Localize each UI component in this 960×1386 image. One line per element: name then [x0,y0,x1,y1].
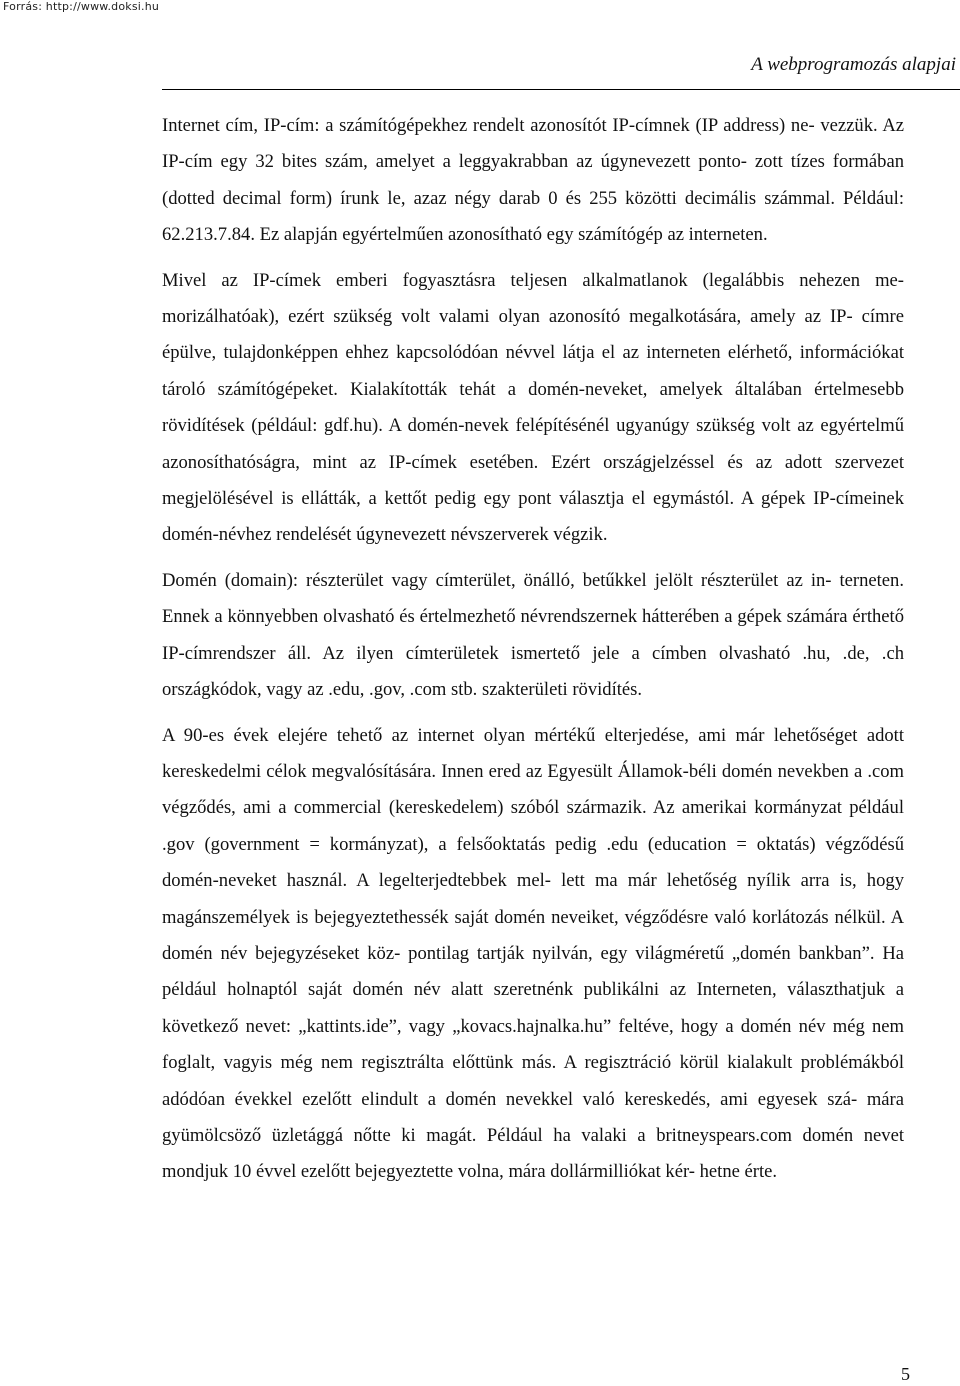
page-body [162,108,904,1200]
paragraph-domain-names: Mivel az IP-címek emberi fogyasztásra teljesen alkalmatlanok (legalábbis nehezen me- morizálhatóak), ezért szükség volt valami olyan azonosító megalkotására, amely az IP- címre épülve, tulajdonképpen ehhez kapcsolódóan névvel látja el az interneten elérhető, információkat tároló számítógépeket. Kialakították tehát a domén-neveket, amelyek általában értelmesebb rövidítések (például: gdf.hu). A domén-nevek felépítésénél ugyanúgy szükség volt az egyértelmű azonosíthatóságra, mint az IP-címek esetében. Ezért országjelzéssel és az adott szervezet megjelölésével is ellátták, a kettőt pedig egy pont választja el egymástól. A gépek IP-címeinek domén-névhez rendelését úgynevezett névszerverek végzik. [162,269,904,546]
running-header-title: A webprogramozás alapjai [751,54,956,75]
paragraph-domain-history: A 90-es évek elejére tehető az internet olyan mértékű elterjedése, ami már lehetőséget adott kereskedelmi célok megvalósítására. Innen ered az Egyesült Államok-béli domén nevekben a .com végződés, ami a commercial (kereskedelem) szóból származik. Az amerikai kormányzat például .gov (government = kormányzat), a felsőoktatás pedig .edu (education = oktatás) végződésű domén-neveket használ. A legelterjedtebbek mel- lett ma már lehetőség nyílik arra is, hogy magánszemélyek is bejegyeztethessék saját domén neveiket, végződésre való korlátozás nélkül. A domén név bejegyzéseket köz- pontilag tartják nyilván, egy világméretű „domén bankban”. Ha például holnaptól saját domén név alatt szeretnénk publikálni az Interneten, választhatjuk a következő nevet: „kattints.ide”, vagy „kovacs.hajnalka.hu” feltéve, hogy a domén név még nem foglalt, vagyis még nem regisztrálta előttünk más. A regisztráció körül kialakult problémákból adódóan évekkel ezelőtt elindult a domén nevekkel való kereskedés, ami egyesek szá- mára gyümölcsöző üzletággá nőtte ki magát. Például ha valaki a britneyspears.com domén nevet mondjuk 10 évvel ezelőtt bejegyeztette volna, mára dollármilliókat kér- hetne érte. [162,724,904,1183]
paragraph-domain-definition: Domén (domain): részterület vagy címterület, önálló, betűkkel jelölt részterület az in- terneten. Ennek a könnyebben olvasható és értelmezhető névrendszernek hátterében a gépek számára érthető IP-címrendszer áll. Az ilyen címterületek ismertető jele a címben olvasható .hu, .de, .ch országkódok, vagy az .edu, .gov, .com stb. szakterületi rövidítés. [162,569,904,701]
paragraph-ip-address: Internet cím, IP-cím: a számítógépekhez rendelt azonosítót IP-címnek (IP address) ne- vezzük. Az IP-cím egy 32 bites szám, amelyet a leggyakrabban az úgynevezett ponto- zott tízes formában (dotted decimal form) írunk le, azaz négy darab 0 és 255 közötti decimális számmal. Például: 62.213.7.84. Ez alapján egyértelműen azonosítható egy számítógép az interneten. [162,115,904,246]
page-number: 5 [901,1364,910,1384]
header-divider [162,89,960,90]
source-url-line: Forrás: http://www.doksi.hu [3,0,160,13]
